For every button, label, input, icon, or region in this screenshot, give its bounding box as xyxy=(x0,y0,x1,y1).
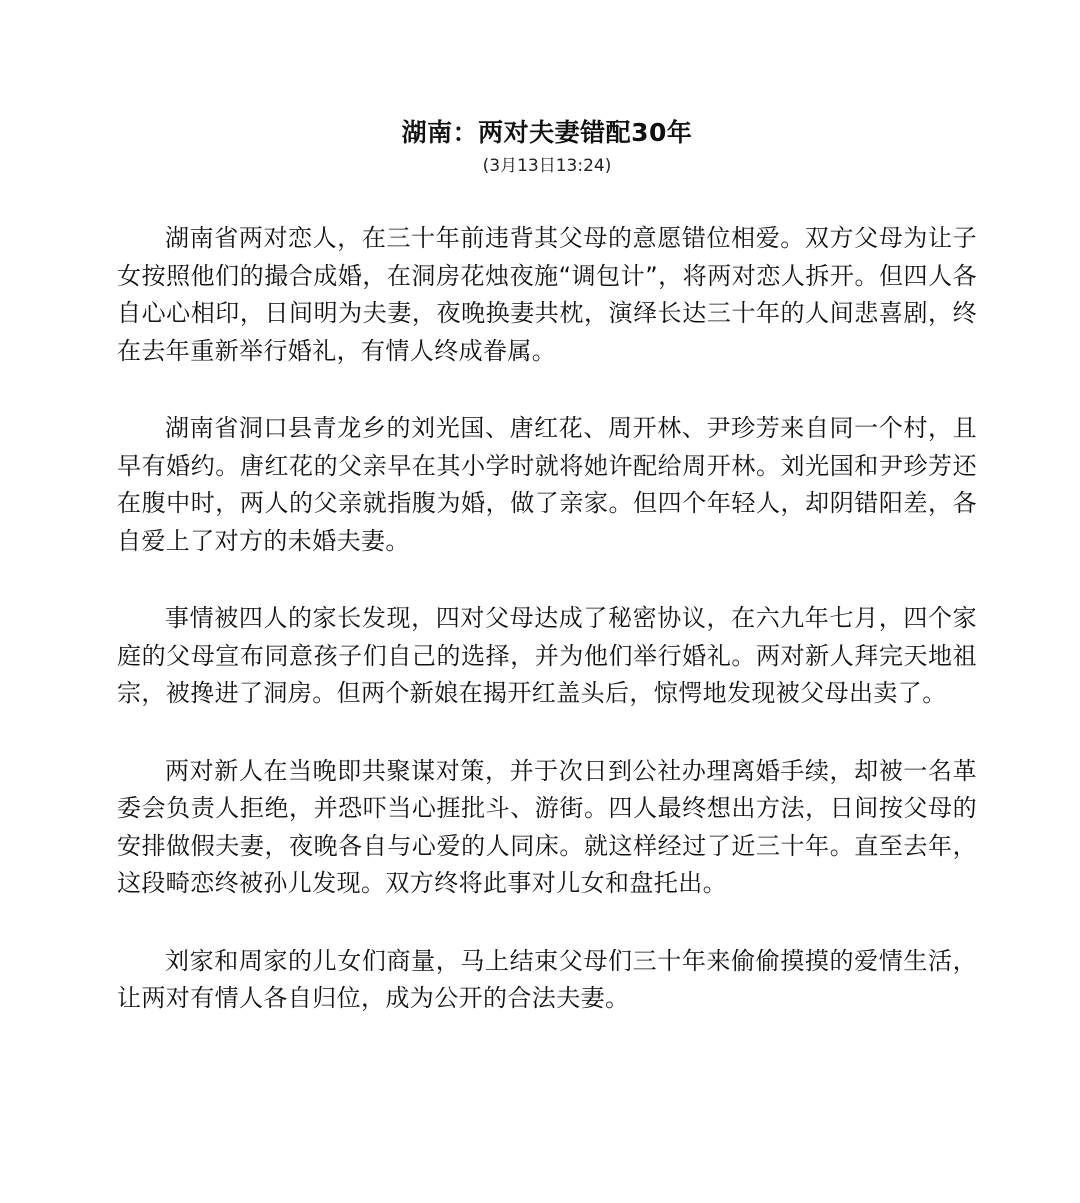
paragraph-1: 湖南省两对恋人，在三十年前违背其父母的意愿错位相爱。双方父母为让子女按照他们的撮合成婚，在洞房花烛夜施“调包计”，将两对恋人拆开。但四人各自心心相印，日间明为夫妻，夜晚换妻共枕，演绎长达三十年的人间悲喜剧，终在去年重新举行婚礼，有情人终成眷属。 xyxy=(117,224,977,365)
paragraph-4: 两对新人在当晚即共聚谋对策，并于次日到公社办理离婚手续，却被一名革委会负责人拒绝，并恐吓当心捱批斗、游街。四人最终想出方法，日间按父母的安排做假夫妻，夜晚各自与心爱的人同床。就这样经过了近三十年。直至去年，这段畸恋终被孙儿发现。双方终将此事对儿女和盘托出。 xyxy=(117,756,977,897)
article xyxy=(117,112,977,1018)
paragraph-5: 刘家和周家的儿女们商量，马上结束父母们三十年来偷偷摸摸的爱情生活，让两对有情人各自归位，成为公开的合法夫妻。 xyxy=(117,946,977,1012)
article-title: 湖南：两对夫妻错配30年 xyxy=(401,118,693,147)
paragraph-2: 湖南省洞口县青龙乡的刘光国、唐红花、周开林、尹珍芳来自同一个村，且早有婚约。唐红花的父亲早在其小学时就将她许配给周开林。刘光国和尹珍芳还在腹中时，两人的父亲就指腹为婚，做了亲家。但四个年轻人，却阴错阳差，各自爱上了对方的未婚夫妻。 xyxy=(117,414,977,555)
article-dateline: (3月13日13:24) xyxy=(482,156,612,176)
paragraph-3: 事情被四人的家长发现，四对父母达成了秘密协议，在六九年七月，四个家庭的父母宣布同意孩子们自己的选择，并为他们举行婚礼。两对新人拜完天地祖宗，被搀进了洞房。但两个新娘在揭开红盖头后，惊愕地发现被父母出卖了。 xyxy=(117,604,977,707)
article-body xyxy=(117,220,977,1018)
